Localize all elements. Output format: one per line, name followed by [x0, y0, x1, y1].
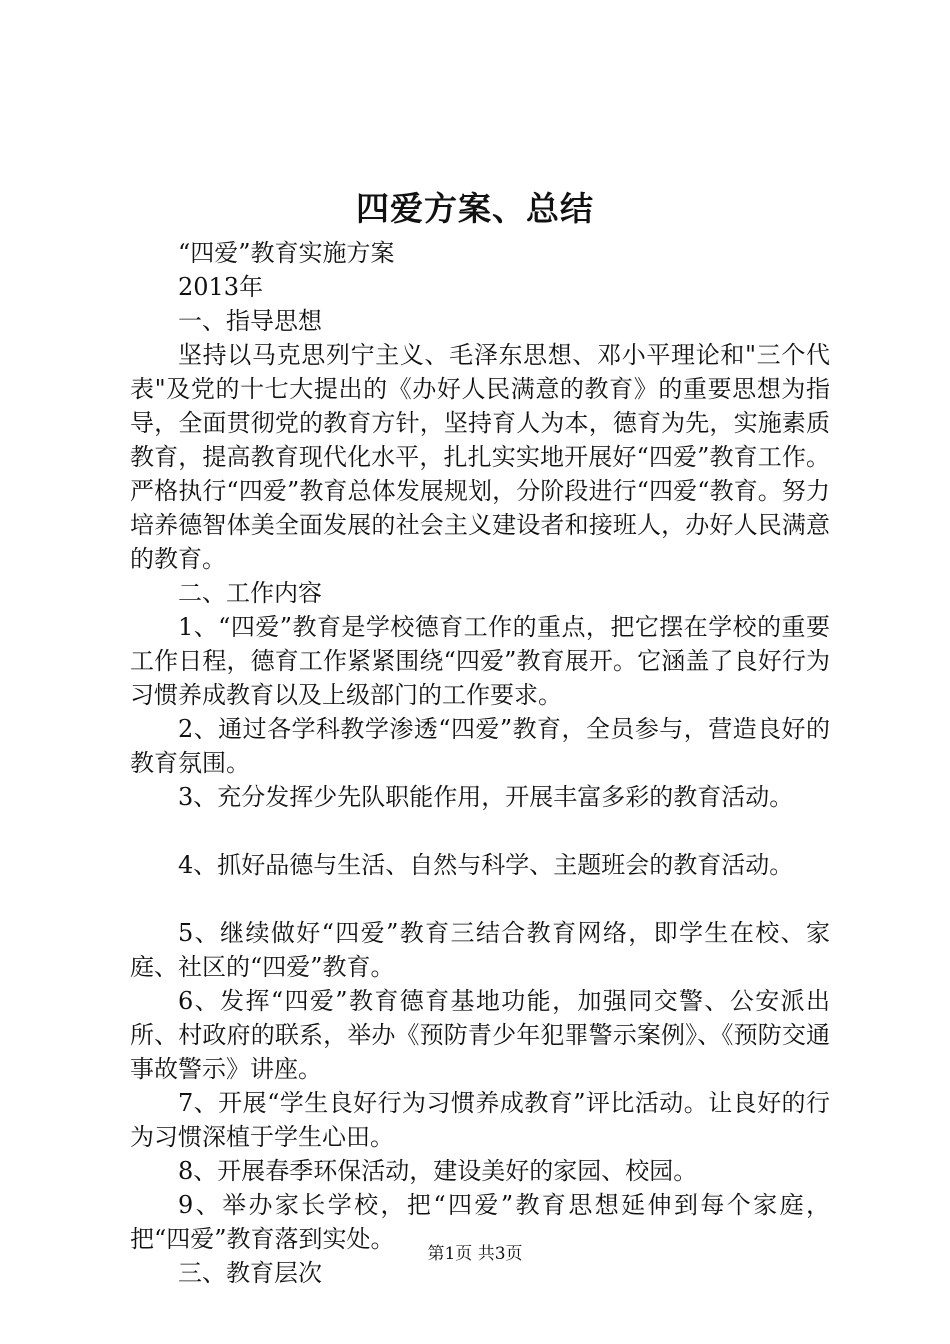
list-item-5: 5、继续做好“四爱”教育三结合教育网络，即学生在校、家庭、社区的“四爱”教育。 — [130, 919, 830, 981]
heading-guiding-thought: 一、指导思想 — [178, 307, 322, 335]
list-item-6: 6、发挥“四爱”教育德育基地功能，加强同交警、公安派出所、村政府的联系，举办《预防青少年犯罪警示案例》、《预防交通事故警示》讲座。 — [130, 987, 830, 1083]
list-item-4: 4、抓好品德与生活、自然与科学、主题班会的教育活动。 — [178, 851, 794, 879]
document-title: 四爱方案、总结 — [356, 189, 594, 228]
list-item-8: 8、开展春季环保活动，建设美好的家园、校园。 — [178, 1157, 698, 1185]
list-item-9: 9、举办家长学校，把“四爱”教育思想延伸到每个家庭，把“四爱”教育落到实处。 — [130, 1191, 830, 1253]
document-body — [130, 236, 830, 1290]
heading-education-levels: 三、教育层次 — [178, 1259, 322, 1287]
list-item-7: 7、开展“学生良好行为习惯养成教育”评比活动。让良好的行为习惯深植于学生心田。 — [130, 1089, 830, 1151]
blank-line — [130, 814, 830, 848]
heading-work-content: 二、工作内容 — [178, 579, 322, 607]
blank-line — [130, 882, 830, 916]
paragraph-plan-title: “四爱”教育实施方案 — [178, 239, 395, 267]
page-number-footer: 第1页 共3页 — [427, 1244, 523, 1264]
list-item-1: 1、“四爱”教育是学校德育工作的重点，把它摆在学校的重要工作日程，德育工作紧紧围绕“四爱”教育展开。它涵盖了良好行为习惯养成教育以及上级部门的工作要求。 — [130, 613, 830, 709]
paragraph-year: 2013年 — [178, 273, 264, 301]
paragraph-guiding-thought: 坚持以马克思列宁主义、毛泽东思想、邓小平理论和"三个代表"及党的十七大提出的《办好人民满意的教育》的重要思想为指导，全面贯彻党的教育方针，坚持育人为本，德育为先，实施素质教育，提高教育现代化水平，扎扎实实地开展好“四爱”教育工作。严格执行“四爱”教育总体发展规划，分阶段进行“四爱“教育。努力培养德智体美全面发展的社会主义建设者和接班人，办好人民满意的教育。 — [130, 341, 830, 573]
list-item-3: 3、充分发挥少先队职能作用，开展丰富多彩的教育活动。 — [178, 783, 794, 811]
list-item-2: 2、通过各学科教学渗透“四爱”教育，全员参与，营造良好的教育氛围。 — [130, 715, 830, 777]
